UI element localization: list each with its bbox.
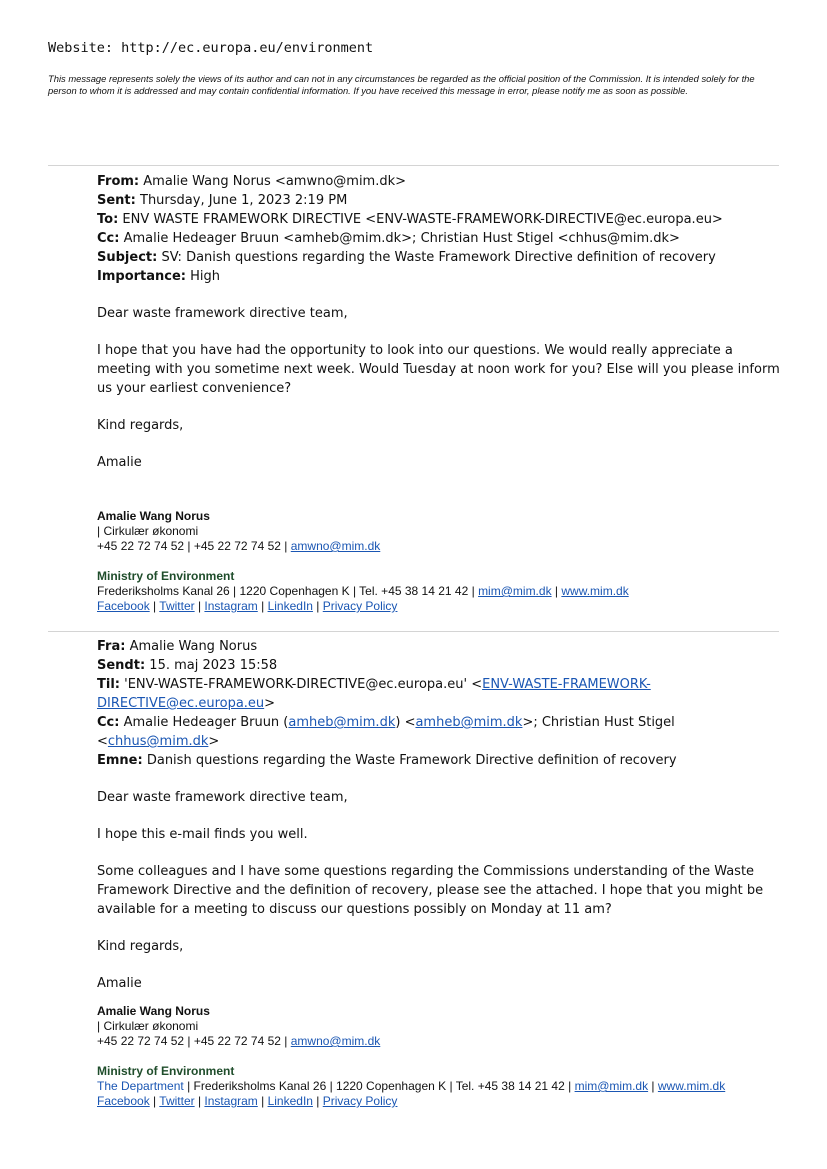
department-link[interactable]: The Department <box>97 1079 184 1093</box>
signature-dept-2: | Cirkulær økonomi <box>97 1019 199 1033</box>
fra-label: Fra: <box>97 639 126 654</box>
signoff-2: Amalie <box>97 976 142 991</box>
fra-row <box>97 637 787 656</box>
email-body: I hope that you have had the opportunity to look into our questions. We would really appreciate a meeting with you sometime next week. Would Tuesday at noon work for you? Else will you please inform us your earliest convenience? <box>97 343 780 396</box>
cc-mid: ) < <box>395 715 416 730</box>
disclaimer: This message represents solely the views of its author and can not in any circumstances be regarded as the official position of the Commission. It is intended solely for the person to whom it is addressed and may contain confidential information. If you have received this message in error, please notify me as soon as possible. <box>48 73 755 96</box>
facebook-link[interactable]: Facebook <box>97 599 150 613</box>
signoff: Amalie <box>97 455 142 470</box>
closing-2: Kind regards, <box>97 939 184 954</box>
cc-link-1[interactable]: amheb@mim.dk <box>288 715 396 730</box>
linkedin-link-2[interactable]: LinkedIn <box>267 1094 313 1108</box>
divider-top <box>48 165 779 166</box>
til-label: Til: <box>97 677 120 692</box>
ministry-email-link-2[interactable]: mim@mim.dk <box>574 1079 649 1093</box>
cc-label-2: Cc: <box>97 715 120 730</box>
cc-name1: Amalie Hedeager Bruun ( <box>123 715 289 730</box>
til-row <box>97 675 787 694</box>
subject-value: SV: Danish questions regarding the Waste Framework Directive definition of recovery <box>161 250 716 265</box>
from-label: From: <box>97 174 140 189</box>
sent-label: Sent: <box>97 193 136 208</box>
closing: Kind regards, <box>97 418 184 433</box>
signature-name-2: Amalie Wang Norus <box>97 1004 210 1018</box>
address-row-2: The Department | Frederiksholms Kanal 26 | 1220 Copenhagen K | Tel. +45 38 14 21 42 | mim@mim.dk | www.mim.dk <box>97 1079 726 1093</box>
signature-phone-row <box>97 539 797 554</box>
til-link-part2[interactable]: DIRECTIVE@ec.europa.eu <box>97 696 265 711</box>
social-links-row-2: Facebook | Twitter | Instagram | LinkedIn | Privacy Policy <box>97 1094 398 1108</box>
sendt-label: Sendt: <box>97 658 146 673</box>
ministry-name: Ministry of Environment <box>97 569 235 583</box>
subject-label: Subject: <box>97 250 158 265</box>
ministry-email-link[interactable]: mim@mim.dk <box>478 584 552 598</box>
importance-label: Importance: <box>97 269 186 284</box>
til-value: 'ENV-WASTE-FRAMEWORK-DIRECTIVE@ec.europa.eu' < <box>124 677 483 692</box>
divider-middle <box>48 631 779 632</box>
twitter-link[interactable]: Twitter <box>159 599 195 613</box>
from-value: Amalie Wang Norus <amwno@mim.dk> <box>143 174 407 189</box>
signature-phone-row-2 <box>97 1034 797 1049</box>
instagram-link-2[interactable]: Instagram <box>204 1094 258 1108</box>
signature-phone-2: +45 22 72 74 52 | +45 22 72 74 52 | <box>97 1034 288 1048</box>
ministry-website-link-2[interactable]: www.mim.dk <box>657 1079 726 1093</box>
to-value: ENV WASTE FRAMEWORK DIRECTIVE <ENV-WASTE-FRAMEWORK-DIRECTIVE@ec.europa.eu> <box>122 212 723 227</box>
signature-1 <box>97 509 797 614</box>
signature-email-link[interactable]: amwno@mim.dk <box>290 539 381 553</box>
cc-label: Cc: <box>97 231 120 246</box>
subject-row <box>97 248 787 267</box>
emne-row <box>97 751 787 770</box>
fra-value: Amalie Wang Norus <box>129 639 258 654</box>
greeting-2: Dear waste framework directive team, <box>97 790 348 805</box>
address-row: Frederiksholms Kanal 26 | 1220 Copenhagen K | Tel. +45 38 14 21 42 | mim@mim.dk | www.mim.dk <box>97 584 629 598</box>
email-2 <box>97 637 787 993</box>
cc-link-2[interactable]: amheb@mim.dk <box>415 715 523 730</box>
instagram-link[interactable]: Instagram <box>204 599 258 613</box>
sendt-value: 15. maj 2023 15:58 <box>149 658 278 673</box>
linkedin-link[interactable]: LinkedIn <box>267 599 313 613</box>
emne-label: Emne: <box>97 753 143 768</box>
social-links-row: Facebook | Twitter | Instagram | LinkedIn | Privacy Policy <box>97 599 398 613</box>
privacy-policy-link[interactable]: Privacy Policy <box>322 599 398 613</box>
til-row-cont <box>97 694 787 713</box>
facebook-link-2[interactable]: Facebook <box>97 1094 150 1108</box>
cc-name2: >; Christian Hust Stigel < <box>97 715 675 749</box>
til-close: > <box>264 696 276 711</box>
cc-row <box>97 229 787 248</box>
ministry-name-2: Ministry of Environment <box>97 1064 235 1078</box>
til-link-part1[interactable]: ENV-WASTE-FRAMEWORK- <box>482 677 651 692</box>
to-row <box>97 210 787 229</box>
greeting: Dear waste framework directive team, <box>97 306 348 321</box>
website-line: Website: http://ec.europa.eu/environment <box>48 40 374 56</box>
to-label: To: <box>97 212 119 227</box>
signature-email-link-2[interactable]: amwno@mim.dk <box>290 1034 381 1048</box>
signature-name: Amalie Wang Norus <box>97 509 210 523</box>
twitter-link-2[interactable]: Twitter <box>159 1094 195 1108</box>
signature-dept: | Cirkulær økonomi <box>97 524 199 538</box>
importance-value: High <box>190 269 221 284</box>
email-body-2: Some colleagues and I have some questions regarding the Commissions understanding of the Waste Framework Directive and the definition of recovery, please see the attached. I hope that you might be available for a meeting to discuss our questions possibly on Monday at 11 am? <box>97 864 764 917</box>
sent-row <box>97 191 787 210</box>
importance-row <box>97 267 787 286</box>
sendt-row <box>97 656 787 675</box>
cc-link-3[interactable]: chhus@mim.dk <box>107 734 209 749</box>
from-row <box>97 172 787 191</box>
email-line-2: I hope this e-mail finds you well. <box>97 827 308 842</box>
sent-value: Thursday, June 1, 2023 2:19 PM <box>140 193 348 208</box>
email-1 <box>97 172 787 472</box>
ministry-website-link[interactable]: www.mim.dk <box>561 584 629 598</box>
emne-value: Danish questions regarding the Waste Framework Directive definition of recovery <box>146 753 677 768</box>
signature-phone: +45 22 72 74 52 | +45 22 72 74 52 | <box>97 539 288 553</box>
signature-2 <box>97 1004 797 1109</box>
cc-end: > <box>208 734 220 749</box>
address-2: | Frederiksholms Kanal 26 | 1220 Copenhagen K | Tel. +45 38 14 21 42 | <box>187 1079 572 1093</box>
cc-row-2 <box>97 713 787 751</box>
cc-value: Amalie Hedeager Bruun <amheb@mim.dk>; Christian Hust Stigel <chhus@mim.dk> <box>123 231 680 246</box>
privacy-policy-link-2[interactable]: Privacy Policy <box>322 1094 398 1108</box>
address: Frederiksholms Kanal 26 | 1220 Copenhagen K | Tel. +45 38 14 21 42 | <box>97 584 475 598</box>
